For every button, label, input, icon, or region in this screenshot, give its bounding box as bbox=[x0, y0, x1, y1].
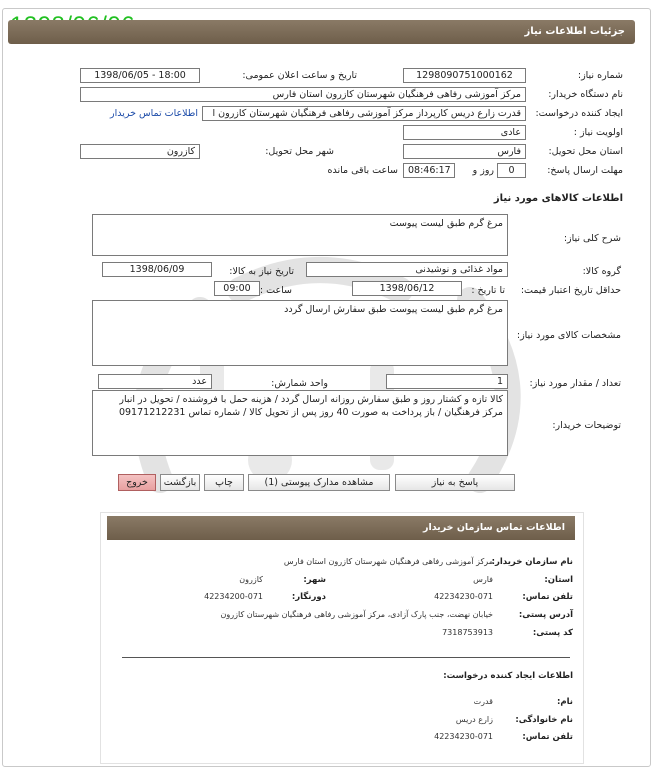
deadline-days-field[interactable]: 0 bbox=[497, 163, 526, 178]
back-button[interactable]: بازگشت bbox=[160, 474, 200, 491]
c-city-value: کازرون bbox=[239, 575, 263, 584]
creator-field[interactable]: قدرت زارع دریس کارپرداز مرکز آموزشی رفاهی فرهنگیان شهرستان کازرون ا bbox=[202, 106, 526, 121]
city-field[interactable]: کازرون bbox=[80, 144, 200, 159]
priority-field[interactable]: عادی bbox=[403, 125, 526, 140]
c-phone-value: 42234230-071 bbox=[434, 592, 493, 601]
c-postal-value: 7318753913 bbox=[442, 628, 493, 637]
province-field[interactable]: فارس bbox=[403, 144, 526, 159]
c-fax-value: 42234200-071 bbox=[204, 592, 263, 601]
buyer-org-label: نام دستگاه خریدار: bbox=[548, 89, 623, 100]
spec-label: مشخصات کالای مورد نیاز: bbox=[516, 330, 621, 341]
c-city-label: شهر: bbox=[303, 575, 326, 585]
c-family-label: نام خانوادگی: bbox=[515, 715, 573, 725]
buyer-contact-box bbox=[100, 512, 584, 764]
c-creator-title: اطلاعات ایجاد کننده درخواست: bbox=[443, 671, 573, 681]
group-field[interactable]: مواد غذائی و نوشیدنی bbox=[306, 262, 508, 277]
c-postal-label: کد پستی: bbox=[532, 628, 573, 638]
c-family-value: زارع دریس bbox=[455, 715, 493, 724]
buyer-org-field[interactable]: مرکز آموزشی رفاهی فرهنگیان شهرستان کازرون استان فارس bbox=[80, 87, 526, 102]
announce-field[interactable]: 1398/06/05 - 18:00 bbox=[80, 68, 200, 83]
summary-label: شرح کلی نیاز: bbox=[563, 233, 621, 244]
contact-title: اطلاعات تماس سازمان خریدار bbox=[422, 522, 565, 533]
qty-field[interactable]: 1 bbox=[386, 374, 508, 389]
desc-textarea[interactable]: کالا تازه و کشتار روز و طبق سفارش روزانه ارسال گردد / هزینه حمل با فروشنده / تحویل در انبار مرکز فرهنگیان / باز پرداخت به صورت 40 روز پس از تحویل کالا / شماره تماس 09171212231 bbox=[92, 390, 508, 456]
c-phone-label: تلفن تماس: bbox=[522, 592, 573, 602]
print-button[interactable]: چاپ bbox=[204, 474, 244, 491]
city-label: شهر محل تحویل: bbox=[265, 146, 334, 157]
time-field[interactable]: 09:00 bbox=[214, 281, 260, 296]
c-address-value: خیابان نهضت، جنب پارک آزادی، مرکز آموزشی رفاهی فرهنگیان شهرستان کازرون bbox=[220, 610, 493, 619]
priority-label: اولویت نیاز : bbox=[573, 127, 623, 138]
panel-title-bar bbox=[8, 20, 635, 44]
unit-label: واحد شمارش: bbox=[271, 378, 328, 389]
panel-title: جزئیات اطلاعات نیاز bbox=[524, 26, 625, 37]
buyer-contact-link[interactable]: اطلاعات تماس خریدار bbox=[109, 108, 198, 119]
summary-textarea[interactable]: مرغ گرم طبق لیست پیوست bbox=[92, 214, 508, 256]
c-province-value: فارس bbox=[473, 575, 493, 584]
need-date-label: تاریخ نیاز به کالا: bbox=[229, 266, 294, 277]
c-province-label: استان: bbox=[544, 575, 573, 585]
c-name-value: قدرت bbox=[473, 697, 493, 706]
reply-button[interactable]: پاسخ به نیاز bbox=[395, 474, 515, 491]
spec-textarea[interactable]: مرغ گرم طبق لیست پیوست طبق سفارش ارسال گردد bbox=[92, 300, 508, 366]
desc-label: توضیحات خریدار: bbox=[552, 420, 621, 431]
contact-title-bar bbox=[107, 516, 575, 540]
qty-label: تعداد / مقدار مورد نیاز: bbox=[529, 378, 621, 389]
days-word: روز و bbox=[472, 165, 494, 176]
view-documents-button[interactable]: مشاهده مدارک پیوستی (1) bbox=[248, 474, 390, 491]
c-cphone-label: تلفن تماس: bbox=[522, 732, 573, 742]
until-date-label: تا تاریخ : bbox=[471, 285, 505, 296]
time-label: ساعت : bbox=[259, 285, 292, 296]
announce-label: تاریخ و ساعت اعلان عمومی: bbox=[242, 70, 357, 81]
c-fax-label: دورنگار: bbox=[291, 592, 326, 602]
until-date-field[interactable]: 1398/06/12 bbox=[352, 281, 462, 296]
remaining-word: ساعت باقی مانده bbox=[327, 165, 398, 176]
c-address-label: آدرس پستی: bbox=[518, 610, 573, 620]
unit-field[interactable]: عدد bbox=[98, 374, 212, 389]
exit-button[interactable]: خروج bbox=[118, 474, 156, 491]
group-label: گروه کالا: bbox=[582, 266, 621, 277]
min-validity-label: حداقل تاریخ اعتبار قیمت: bbox=[520, 285, 621, 296]
need-number-label: شماره نیاز: bbox=[577, 70, 623, 81]
deadline-label: مهلت ارسال پاسخ: bbox=[547, 165, 623, 176]
c-org-label: نام سازمان خریدار: bbox=[491, 557, 573, 567]
c-name-label: نام: bbox=[556, 697, 573, 707]
province-label: استان محل تحویل: bbox=[548, 146, 623, 157]
c-cphone-value: 42234230-071 bbox=[434, 732, 493, 741]
need-date-field[interactable]: 1398/06/09 bbox=[102, 262, 212, 277]
deadline-time-field[interactable]: 08:46:17 bbox=[403, 163, 455, 178]
contact-divider bbox=[122, 657, 570, 658]
goods-section-title: اطلاعات کالاهای مورد نیاز bbox=[493, 193, 623, 204]
creator-label: ایجاد کننده درخواست: bbox=[535, 108, 623, 119]
c-org-value: مرکز آموزشی رفاهی فرهنگیان شهرستان کازرون استان فارس bbox=[283, 557, 493, 566]
need-number-field[interactable]: 1298090751000162 bbox=[403, 68, 526, 83]
